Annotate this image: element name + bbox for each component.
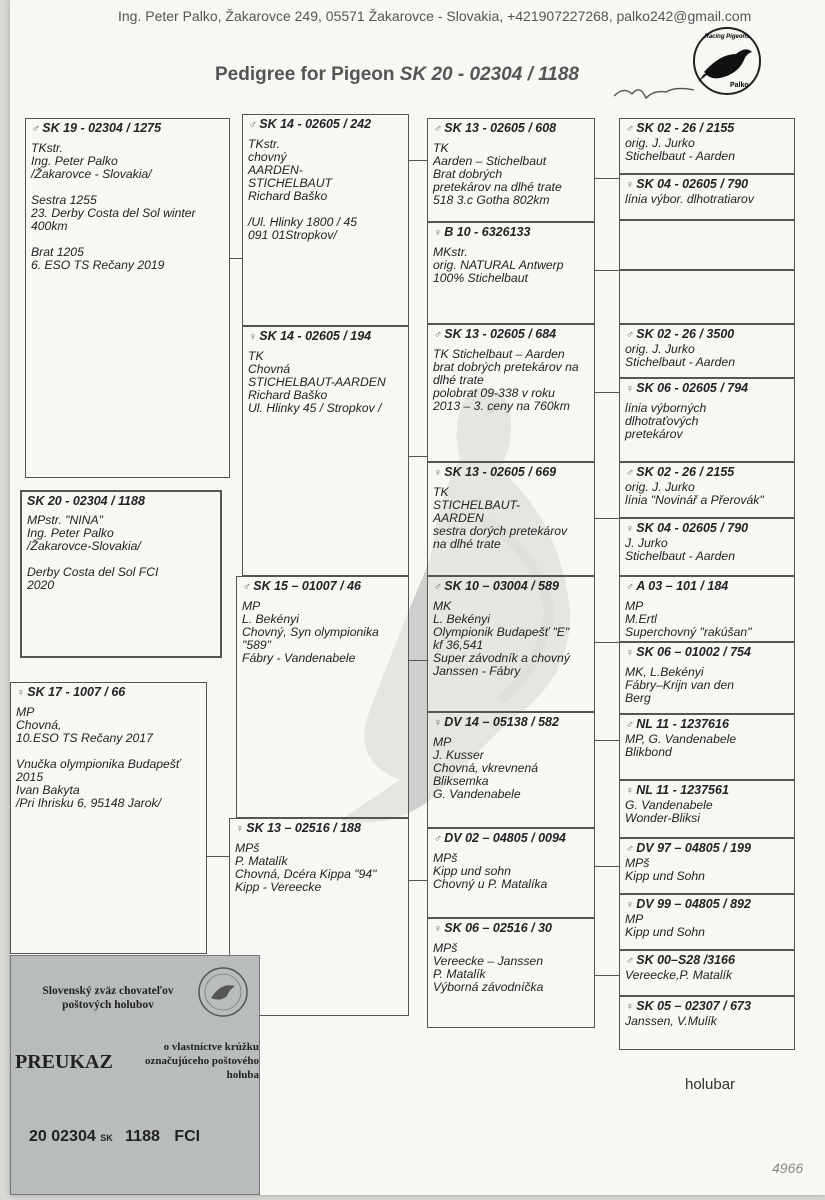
connector-line [595, 270, 619, 271]
pedigree-note: orig. J. Jurko Stichelbaut - Aarden [625, 342, 735, 369]
subject-pigeon-box [20, 490, 222, 658]
pedigree-note: TK STICHELBAUT- AARDEN sestra dorých pretekárov na dlhé trate [433, 485, 568, 551]
ring-number [433, 122, 589, 136]
ring-number-text: SK 05 – 02307 / 673 [636, 999, 751, 1013]
male-icon: ♂ [625, 467, 634, 479]
ring-number-text: B 10 - 6326133 [444, 225, 531, 239]
female-icon: ♀ [625, 179, 634, 191]
ring-number [625, 328, 789, 342]
ring-number [625, 1000, 789, 1014]
title-prefix: Pedigree for Pigeon [215, 64, 395, 85]
stamp-ring-part: 1188 [125, 1128, 160, 1145]
connector-line [595, 866, 619, 867]
great-grandparent-box [427, 918, 595, 1028]
ancestor-box [619, 118, 795, 174]
ancestor-box [619, 378, 795, 462]
ring-number [248, 118, 403, 132]
ring-number-text: SK 06 - 02605 / 794 [636, 381, 749, 395]
pedigree-note: línia výborných dlhotraťových pretekárov [625, 401, 707, 441]
ring-number-text: DV 97 – 04805 / 199 [636, 841, 751, 855]
connector-line [409, 880, 427, 881]
female-icon: ♀ [433, 467, 442, 479]
great-grandparent-box [427, 118, 595, 222]
pedigree-note: /Ul. Hlinky 1800 / 45 091 01Stropkov/ [248, 215, 358, 242]
ring-number-text: SK 00–S28 /3166 [636, 953, 735, 967]
pedigree-note: Derby Costa del Sol FCI 2020 [27, 565, 159, 592]
stamp-ring-part: SK [100, 1133, 113, 1143]
ring-number-text: SK 13 - 02605 / 669 [444, 465, 557, 479]
ring-number [625, 178, 789, 192]
ring-number-text: DV 02 – 04805 / 0094 [444, 831, 566, 845]
ring-number-text: SK 17 - 1007 / 66 [27, 685, 126, 699]
ring-number [625, 718, 789, 732]
ancestor-box [619, 324, 795, 378]
pedigree-note: TK Stichelbaut – Aarden brat dobrých pretekárov na dlhé trate polobrat 09-338 v roku 2013 – 3. ceny na 760km [433, 347, 579, 413]
connector-line [595, 178, 619, 179]
ring-number [625, 580, 789, 594]
ring-number-text: DV 14 – 05138 / 582 [444, 715, 559, 729]
ring-number [433, 716, 589, 730]
ring-number-text: SK 02 - 26 / 2155 [636, 465, 735, 479]
connector-line [595, 975, 619, 976]
sire-box [25, 118, 230, 478]
pedigree-note: TK Aarden – Stichelbaut Brat dobrých pretekárov na dlhé trate 518 3.c Gotha 802km [433, 141, 562, 207]
signature-icon [610, 76, 700, 106]
ancestor-box [619, 270, 795, 324]
female-icon: ♀ [625, 785, 634, 797]
ring-number [433, 466, 589, 480]
pedigree-note: MPš Kipp und sohn Chovný u P. Matalíka [433, 851, 548, 891]
great-grandparent-box [427, 712, 595, 828]
female-icon: ♀ [625, 899, 634, 911]
ancestor-box [619, 462, 795, 518]
pedigree-note: TKstr. Ing. Peter Palko /Žakarovce - Slovakia/ [31, 141, 152, 181]
grandparent-box [242, 114, 409, 326]
pedigree-note: MPš Vereecke – Janssen P. Matalík Výborná závodníčka [433, 941, 544, 994]
ring-number-text: DV 99 – 04805 / 892 [636, 897, 751, 911]
ring-number-text: NL 11 - 1237561 [636, 783, 729, 797]
stamp-ring-part: FCI [174, 1128, 201, 1145]
pedigree-note: TKstr. chovný AARDEN- STICHELBAUT Richard Baško [248, 137, 332, 203]
ring-number [433, 580, 589, 594]
ring-number [242, 580, 403, 594]
ring-number [625, 784, 789, 798]
male-icon: ♂ [433, 329, 442, 341]
pedigree-note: línia výbor. dlhotratiarov [625, 192, 754, 206]
pedigree-note: MP Kipp und Sohn [625, 912, 705, 939]
ring-number-text: SK 06 – 01002 / 754 [636, 645, 751, 659]
connector-line [595, 642, 619, 643]
pedigree-note: MP M.Ertl Superchovný "rakúšan" [625, 599, 752, 639]
female-icon: ♀ [625, 383, 634, 395]
ancestor-box [619, 642, 795, 714]
racing-pigeons-logo [690, 24, 764, 98]
pedigree-note: MP J. Kusser Chovná, vkrevnená Bliksemka G. Vandenabele [433, 735, 539, 801]
pedigree-note: MP, G. Vandenabele Blikbond [625, 732, 737, 759]
stamp-ring-number [29, 1128, 200, 1146]
stamp-subtitle: o vlastníctve krúžku označujúceho poštového holuba [145, 1041, 259, 1081]
pedigree-document [10, 0, 825, 1195]
ring-number-text: SK 02 - 26 / 2155 [636, 121, 735, 135]
ring-number-text: SK 14 - 02605 / 194 [259, 329, 372, 343]
pedigree-note: MPš P. Matalík Chovná, Dcéra Kippa "94" Kipp - Vereecke [235, 841, 377, 894]
male-icon: ♂ [242, 581, 251, 593]
female-icon: ♀ [248, 331, 257, 343]
pedigree-note: Vnučka olympionika Budapešť 2015 Ivan Bakyta /Pri Ihrisku 6, 95148 Jarok/ [16, 757, 181, 810]
ancestor-box [619, 838, 795, 894]
ring-number [625, 466, 789, 480]
male-icon: ♂ [625, 843, 634, 855]
pedigree-note: MK L. Bekényi Olympionik Budapešť "E" kf 36,541 Super závodník a chovný Janssen - Fábry [433, 599, 570, 678]
pedigree-note: Vereecke,P. Matalík [625, 968, 733, 982]
dam-box [10, 682, 207, 954]
ring-number [625, 382, 789, 396]
pedigree-note: orig. J. Jurko Stichelbaut - Aarden [625, 136, 735, 163]
ring-number [625, 842, 789, 856]
stamp-ring-part: 20 02304 [29, 1128, 96, 1145]
ancestor-box [619, 576, 795, 642]
page-title [215, 64, 579, 86]
female-icon: ♀ [235, 823, 244, 835]
ring-number-text: SK 04 - 02605 / 790 [636, 521, 749, 535]
union-seal-icon [197, 966, 249, 1018]
ring-number [27, 495, 215, 508]
stamp-title: PREUKAZ [15, 1051, 113, 1073]
ring-number-text: SK 13 - 02605 / 684 [444, 327, 557, 341]
ancestor-box [619, 996, 795, 1050]
male-icon: ♂ [625, 719, 634, 731]
male-icon: ♂ [625, 329, 634, 341]
ring-number [625, 522, 789, 536]
ancestor-box [619, 518, 795, 576]
male-icon: ♂ [625, 955, 634, 967]
ring-number-text: SK 20 - 02304 / 1188 [27, 494, 145, 508]
ring-certificate-card [10, 955, 260, 1195]
connector-line [230, 258, 242, 259]
female-icon: ♀ [433, 923, 442, 935]
female-icon: ♀ [433, 227, 442, 239]
male-icon: ♂ [31, 123, 40, 135]
logo-top-text: Racing Pigeons [704, 34, 750, 40]
connector-line [595, 518, 619, 519]
ring-number-text: SK 13 – 02516 / 188 [246, 821, 361, 835]
connector-line [409, 456, 427, 457]
pedigree-note: Janssen, V.Mulík [625, 1014, 717, 1028]
ring-number [248, 330, 403, 344]
ring-number-text: SK 02 - 26 / 3500 [636, 327, 735, 341]
female-icon: ♀ [625, 1001, 634, 1013]
male-icon: ♂ [625, 123, 634, 135]
connector-line [595, 392, 619, 393]
ancestor-box [619, 714, 795, 780]
ring-number-text: NL 11 - 1237616 [636, 717, 729, 731]
pedigree-note: MK, L.Bekényi Fábry–Krijn van den Berg [625, 665, 735, 705]
ring-number-text: SK 04 - 02605 / 790 [636, 177, 749, 191]
ancestor-box [619, 780, 795, 838]
pedigree-note: Sestra 1255 23. Derby Costa del Sol winter 400km [31, 193, 196, 233]
great-grandparent-box [427, 222, 595, 324]
ring-number [433, 832, 589, 846]
pedigree-note: orig. J. Jurko línia "Novinář a Přerovák" [625, 480, 764, 507]
great-grandparent-box [427, 462, 595, 576]
pedigree-note: MPstr. "NINA" Ing. Peter Palko /Žakarovce-Slovakia/ [27, 513, 141, 553]
breeder-contact-header: Ing. Peter Palko, Žakarovce 249, 05571 Žakarovce - Slovakia, +421907227268, palko242@gmail.com [118, 8, 752, 24]
ring-number [625, 954, 789, 968]
grandparent-box [236, 576, 409, 818]
ring-number-text: SK 15 – 01007 / 46 [253, 579, 361, 593]
ring-number [433, 226, 589, 240]
grandparent-box [242, 326, 409, 576]
ring-number-text: SK 14 - 02605 / 242 [259, 117, 372, 131]
pedigree-note: TK Chovná STICHELBAUT-AARDEN Richard Baško Ul. Hlinky 45 / Stropkov / [248, 349, 386, 415]
pedigree-note: MP L. Bekényi Chovný, Syn olympionika "589" Fábry - Vandenabele [242, 599, 379, 665]
pedigree-note: G. Vandenabele Wonder-Bliksi [625, 798, 713, 825]
ring-number-text: A 03 – 101 / 184 [636, 579, 729, 593]
pedigree-note: Brat 1205 6. ESO TS Rečany 2019 [31, 245, 165, 272]
ring-number [625, 122, 789, 136]
ancestor-box [619, 950, 795, 996]
ring-number [625, 646, 789, 660]
ring-number [16, 686, 201, 700]
connector-line [595, 740, 619, 741]
ring-number-text: SK 13 - 02605 / 608 [444, 121, 557, 135]
pedigree-note: MPš Kipp und Sohn [625, 856, 705, 883]
pedigree-note: MKstr. orig. NATURAL Antwerp 100% Stichelbaut [433, 245, 564, 285]
ring-number-text: SK 06 – 02516 / 30 [444, 921, 552, 935]
female-icon: ♀ [625, 647, 634, 659]
ancestor-box [619, 220, 795, 270]
male-icon: ♂ [433, 833, 442, 845]
female-icon: ♀ [433, 717, 442, 729]
ring-number [31, 122, 224, 136]
female-icon: ♀ [625, 523, 634, 535]
female-icon: ♀ [16, 687, 25, 699]
male-icon: ♂ [433, 581, 442, 593]
male-icon: ♂ [248, 119, 257, 131]
ancestor-box [619, 174, 795, 220]
logo-bottom-text: Palko [730, 82, 749, 89]
great-grandparent-box [427, 576, 595, 712]
pencil-note: 4966 [772, 1160, 804, 1176]
connector-line [207, 856, 229, 857]
stamp-organization: Slovenský zväz chovateľov poštových holubov [42, 985, 174, 1011]
ring-number [433, 922, 589, 936]
ring-number-text: SK 10 – 03004 / 589 [444, 579, 559, 593]
holubar-brand: holubar [685, 1076, 736, 1093]
ring-number-text: SK 19 - 02304 / 1275 [42, 121, 162, 135]
great-grandparent-box [427, 324, 595, 462]
pedigree-note: J. Jurko Stichelbaut - Aarden [625, 536, 735, 563]
ring-number [235, 822, 403, 836]
connector-line [409, 160, 427, 161]
male-icon: ♂ [433, 123, 442, 135]
pedigree-note: MP Chovná, 10.ESO TS Rečany 2017 [16, 705, 153, 745]
connector-line [409, 660, 427, 661]
ring-number [433, 328, 589, 342]
male-icon: ♂ [625, 581, 634, 593]
great-grandparent-box [427, 828, 595, 918]
ancestor-box [619, 894, 795, 950]
ring-number [625, 898, 789, 912]
title-ring-number: SK 20 - 02304 / 1188 [399, 64, 579, 85]
